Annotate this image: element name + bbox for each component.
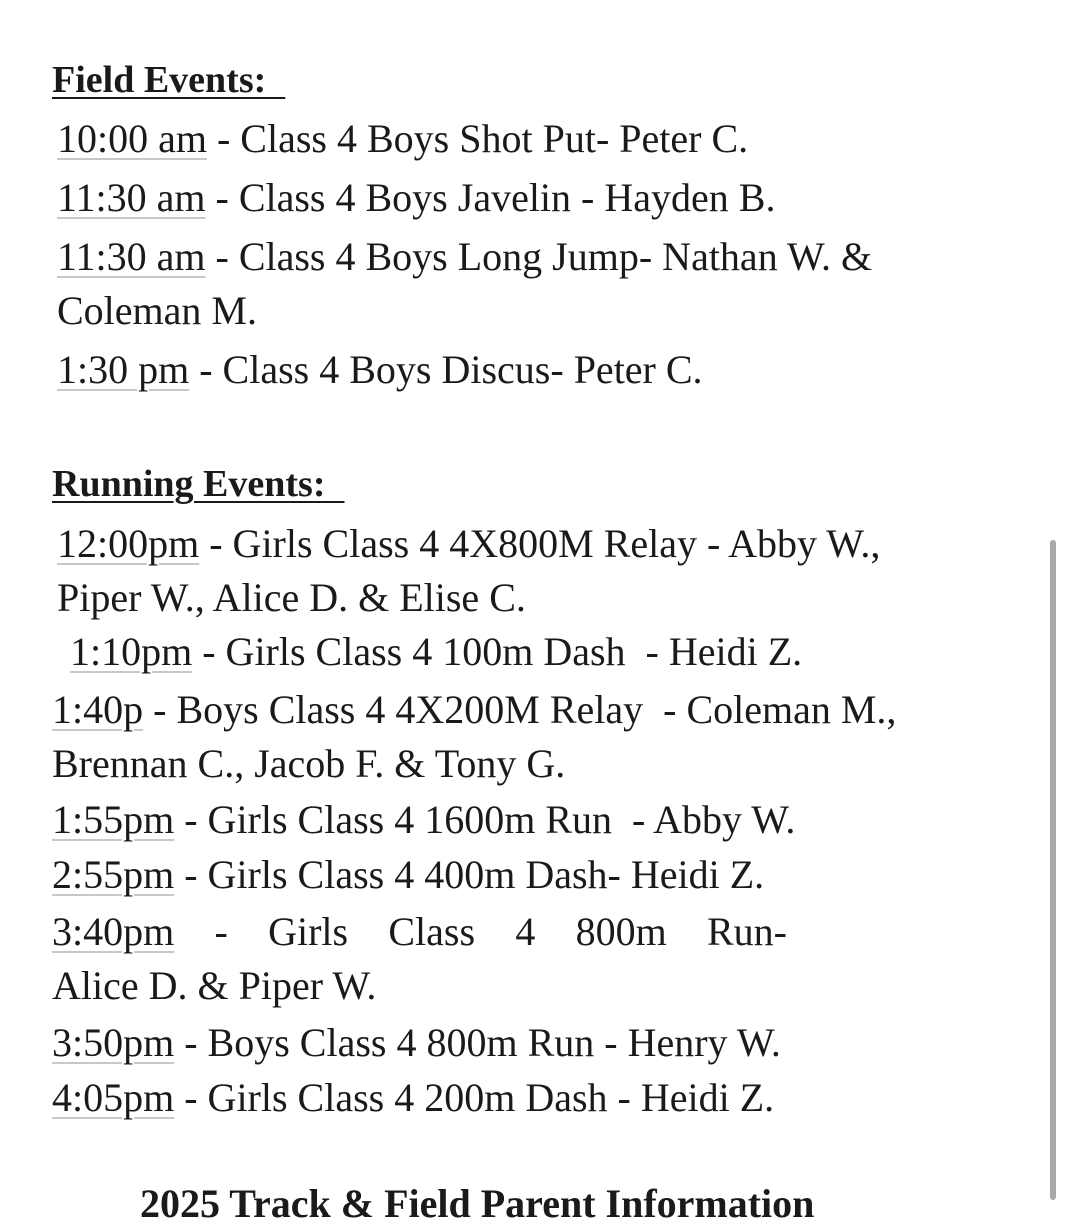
event-description: - Girls Class 4 400m Dash- Heidi Z. <box>174 852 765 897</box>
field-event-line <box>57 174 775 222</box>
event-time: 12:00pm <box>57 521 200 566</box>
event-time: 11:30 am <box>57 175 206 220</box>
parent-information-heading: 2025 Track & Field Parent Information <box>140 1181 815 1226</box>
event-description: - Girls Class 4 4X800M Relay - Abby W., <box>199 521 881 566</box>
event-description: - Boys Class 4 4X200M Relay - Coleman M., <box>143 687 897 732</box>
event-description: - Girls Class 4 200m Dash - Heidi Z. <box>174 1075 775 1120</box>
vertical-scrollbar[interactable] <box>1050 540 1056 1200</box>
event-time: 11:30 am <box>57 234 206 279</box>
field-event-line <box>57 115 748 163</box>
event-word: Girls <box>268 909 349 954</box>
event-description: - Class 4 Boys Long Jump- Nathan W. & <box>205 234 873 279</box>
running-event-line <box>52 796 795 844</box>
running-event-continuation: Brennan C., Jacob F. & Tony G. <box>52 741 566 786</box>
event-time: 4:05pm <box>52 1075 175 1120</box>
field-event-line <box>57 233 872 281</box>
event-time: 3:40pm <box>52 909 175 954</box>
running-event-line-justified <box>52 908 787 956</box>
field-events-heading: Field Events: <box>52 59 286 101</box>
running-events-heading: Running Events: <box>52 463 345 505</box>
field-event-continuation: Coleman M. <box>57 288 257 333</box>
event-time: 1:30 pm <box>57 347 190 392</box>
event-word: - <box>214 909 228 954</box>
event-word: 800m <box>575 909 667 954</box>
event-time: 2:55pm <box>52 852 175 897</box>
event-description: - Class 4 Boys Shot Put- Peter C. <box>206 116 749 161</box>
running-event-line <box>52 686 896 734</box>
field-event-line <box>57 346 703 394</box>
event-time: 1:40p <box>52 687 144 732</box>
running-event-line <box>57 520 880 568</box>
event-word: Run- <box>706 909 787 954</box>
event-time: 10:00 am <box>57 116 207 161</box>
event-description: - Boys Class 4 800m Run - Henry W. <box>174 1020 781 1065</box>
running-event-line <box>52 1074 774 1122</box>
event-description: - Girls Class 4 100m Dash - Heidi Z. <box>192 629 803 674</box>
event-word: 4 <box>515 909 536 954</box>
event-description: - Class 4 Boys Discus- Peter C. <box>189 347 703 392</box>
running-event-continuation: Piper W., Alice D. & Elise C. <box>57 575 526 620</box>
event-time: 1:55pm <box>52 797 175 842</box>
event-description: - Girls Class 4 1600m Run - Abby W. <box>174 797 796 842</box>
event-time: 1:10pm <box>70 629 193 674</box>
running-event-line <box>70 628 802 676</box>
running-event-line <box>52 851 764 899</box>
event-time: 3:50pm <box>52 1020 175 1065</box>
event-description: - Class 4 Boys Javelin - Hayden B. <box>205 175 776 220</box>
running-event-line <box>52 1019 781 1067</box>
event-word: Class <box>388 909 476 954</box>
running-event-continuation: Alice D. & Piper W. <box>52 963 377 1008</box>
